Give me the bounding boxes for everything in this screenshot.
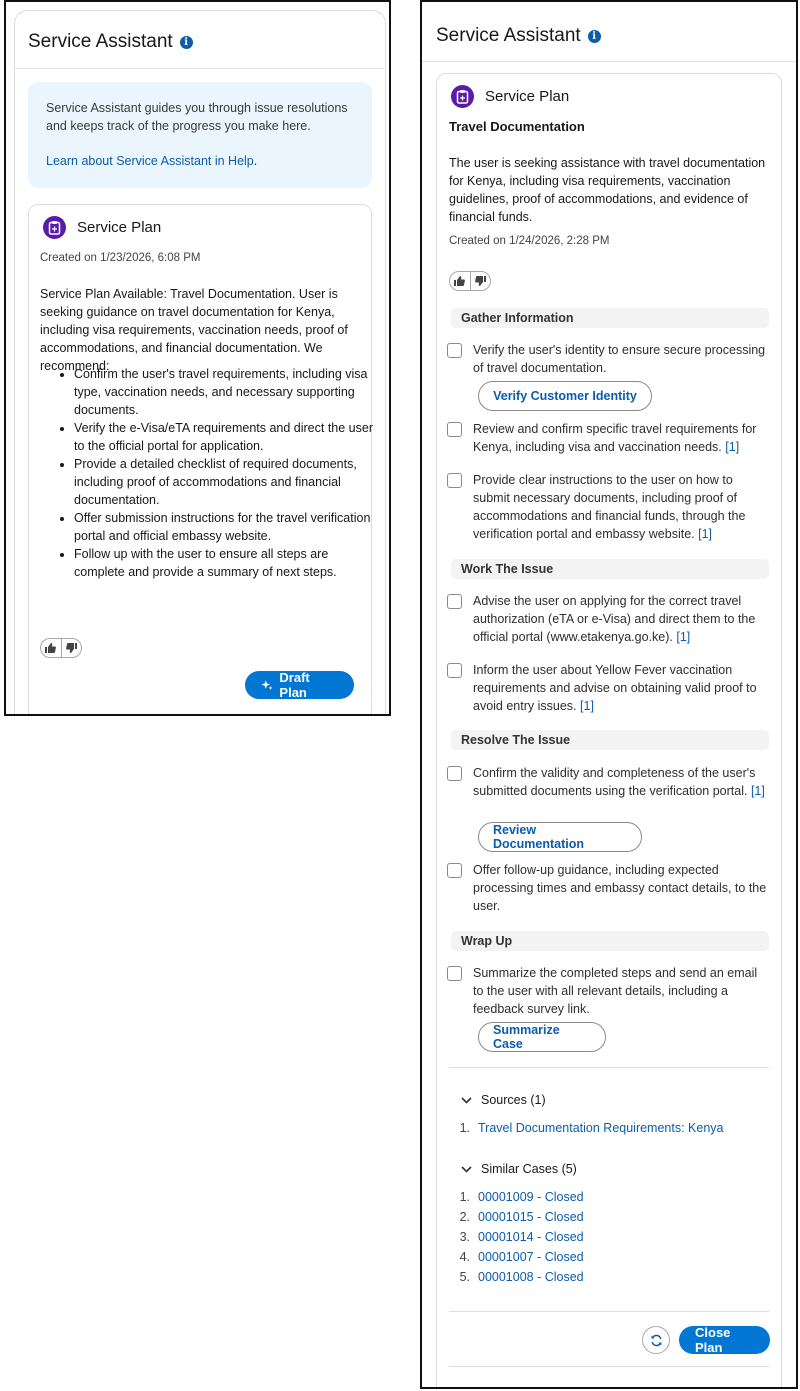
list-item: 5. 00001008 - Closed bbox=[459, 1270, 584, 1284]
footer-divider bbox=[449, 1311, 769, 1312]
section-divider bbox=[449, 1067, 769, 1068]
plan-subtitle: Travel Documentation bbox=[449, 119, 585, 134]
panel-title: Service Assistant bbox=[28, 31, 173, 52]
thumbs-up-icon[interactable] bbox=[450, 272, 471, 290]
draft-plan-button[interactable] bbox=[245, 671, 354, 699]
info-icon[interactable]: i bbox=[588, 30, 601, 43]
refresh-button[interactable] bbox=[642, 1326, 670, 1354]
refresh-icon bbox=[650, 1334, 663, 1347]
citation-link[interactable]: [1] bbox=[698, 527, 713, 541]
plan-header-label: Service Plan bbox=[485, 88, 570, 105]
task-text: Offer follow-up guidance, including expected processing times and embassy contact details, to the user. bbox=[473, 863, 767, 913]
similar-cases-label: Similar Cases (5) bbox=[481, 1162, 577, 1176]
plan-header bbox=[451, 85, 569, 108]
section-resolve-the-issue: Resolve The Issue bbox=[451, 730, 769, 750]
thumbs-down-icon[interactable] bbox=[62, 639, 82, 657]
verify-customer-identity-button[interactable]: Verify Customer Identity bbox=[478, 381, 652, 411]
similar-cases-toggle[interactable] bbox=[461, 1162, 577, 1176]
bottom-divider bbox=[449, 1366, 769, 1367]
task-text: Summarize the completed steps and send an email to the user with all relevant details, including a feedback survey link. bbox=[473, 966, 758, 1016]
task-text: Inform the user about Yellow Fever vaccination requirements and advise on obtaining valid proof to avoid entry issues. bbox=[473, 663, 757, 713]
service-plan-card bbox=[436, 73, 782, 1389]
section-wrap-up: Wrap Up bbox=[451, 931, 769, 951]
service-plan-card bbox=[28, 204, 372, 716]
list-item: • Confirm the user's travel requirements, including visa type, vaccination needs, and necessary supporting documents. bbox=[74, 365, 382, 419]
case-link[interactable]: 00001009 - Closed bbox=[478, 1190, 584, 1204]
list-item: • Verify the e-Visa/eTA requirements and direct the user to the official portal for application. bbox=[74, 419, 382, 455]
task-confirm-documents bbox=[447, 764, 769, 800]
section-gather-information: Gather Information bbox=[451, 308, 769, 328]
clipboard-icon bbox=[43, 216, 66, 239]
task-checkbox[interactable] bbox=[447, 594, 462, 609]
feedback-buttons bbox=[449, 271, 491, 291]
help-link[interactable]: Learn about Service Assistant in Help bbox=[46, 154, 254, 168]
citation-link[interactable]: [1] bbox=[725, 440, 740, 454]
task-text: Advise the user on applying for the correct travel authorization (eTA or e-Visa) and direct them to the official portal (www.etakenya.go.ke). bbox=[473, 594, 756, 644]
chevron-down-icon bbox=[461, 1166, 472, 1173]
citation-link[interactable]: [1] bbox=[676, 630, 691, 644]
list-item: 1. Travel Documentation Requirements: Kenya bbox=[459, 1121, 724, 1135]
close-plan-button[interactable]: Close Plan bbox=[679, 1326, 770, 1354]
task-text: Provide clear instructions to the user on how to submit necessary documents, including proof of accommodations and financial funds, through the verification portal and embassy website. bbox=[473, 473, 746, 541]
plan-recommendations bbox=[40, 365, 382, 581]
task-checkbox[interactable] bbox=[447, 422, 462, 437]
task-text: Verify the user's identity to ensure secure processing of travel documentation. bbox=[473, 343, 766, 375]
task-verify-identity bbox=[447, 341, 769, 377]
plan-summary: Service Plan Available: Travel Documentation. User is seeking guidance on travel documentation for Kenya, including visa requirements, vaccination needs, proof of accommodations, and financial documentation. We recommend: bbox=[40, 287, 348, 373]
clipboard-icon bbox=[451, 85, 474, 108]
case-link[interactable]: 00001014 - Closed bbox=[478, 1230, 584, 1244]
sources-toggle[interactable] bbox=[461, 1093, 546, 1107]
feedback-buttons bbox=[40, 638, 82, 658]
task-follow-up-guidance bbox=[447, 861, 769, 915]
sparkle-icon bbox=[261, 679, 273, 692]
panel-title: Service Assistant bbox=[436, 25, 581, 46]
task-vaccination-requirements bbox=[447, 661, 769, 715]
list-item: 2. 00001015 - Closed bbox=[459, 1210, 584, 1224]
citation-link[interactable]: [1] bbox=[580, 699, 594, 713]
plan-description: The user is seeking assistance with travel documentation for Kenya, including visa requirements, vaccination guidelines, proof of accommodations, and evidence of financial funds. bbox=[449, 156, 766, 224]
panel-header bbox=[436, 25, 601, 47]
left-panel bbox=[4, 0, 391, 716]
intro-text: Service Assistant guides you through issue resolutions and keeps track of the progress you make here. bbox=[46, 101, 348, 133]
task-text: Review and confirm specific travel requirements for Kenya, including visa and vaccination needs. bbox=[473, 422, 757, 454]
list-item: • Follow up with the user to ensure all steps are complete and provide a summary of next steps. bbox=[74, 545, 382, 581]
task-checkbox[interactable] bbox=[447, 473, 462, 488]
task-summarize-steps bbox=[447, 964, 769, 1018]
case-link[interactable]: 00001008 - Closed bbox=[478, 1270, 584, 1284]
list-item: 4. 00001007 - Closed bbox=[459, 1250, 584, 1264]
right-panel bbox=[420, 0, 798, 1389]
task-submission-instructions bbox=[447, 471, 769, 543]
task-checkbox[interactable] bbox=[447, 863, 462, 878]
plan-header bbox=[43, 216, 161, 239]
list-item: • Provide a detailed checklist of required documents, including proof of accommodations and financial documentation. bbox=[74, 455, 382, 509]
task-review-requirements bbox=[447, 420, 769, 456]
header-divider bbox=[15, 68, 384, 69]
task-checkbox[interactable] bbox=[447, 343, 462, 358]
section-work-the-issue: Work The Issue bbox=[451, 559, 769, 579]
plan-created-date: Created on 1/24/2026, 2:28 PM bbox=[449, 235, 610, 247]
case-link[interactable]: 00001015 - Closed bbox=[478, 1210, 584, 1224]
list-item: • Offer submission instructions for the travel verification portal and official embassy website. bbox=[74, 509, 382, 545]
chevron-down-icon bbox=[461, 1097, 472, 1104]
list-item: 3. 00001014 - Closed bbox=[459, 1230, 584, 1244]
plan-header-label: Service Plan bbox=[77, 219, 162, 236]
sources-label: Sources (1) bbox=[481, 1093, 546, 1107]
task-checkbox[interactable] bbox=[447, 766, 462, 781]
source-link[interactable]: Travel Documentation Requirements: Kenya bbox=[478, 1121, 724, 1135]
thumbs-down-icon[interactable] bbox=[471, 272, 491, 290]
header-divider bbox=[422, 61, 798, 62]
info-icon[interactable]: i bbox=[180, 36, 193, 49]
thumbs-up-icon[interactable] bbox=[41, 639, 62, 657]
intro-box bbox=[28, 82, 372, 188]
list-item: 1. 00001009 - Closed bbox=[459, 1190, 584, 1204]
citation-link[interactable]: [1] bbox=[750, 784, 765, 798]
draft-plan-label: Draft Plan bbox=[279, 670, 310, 700]
task-travel-authorization bbox=[447, 592, 769, 646]
review-documentation-button[interactable]: Review Documentation bbox=[478, 822, 642, 852]
panel-header bbox=[28, 31, 193, 53]
task-text: Confirm the validity and completeness of the user's submitted documents using the verification portal. bbox=[473, 766, 756, 798]
task-checkbox[interactable] bbox=[447, 966, 462, 981]
case-link[interactable]: 00001007 - Closed bbox=[478, 1250, 584, 1264]
task-checkbox[interactable] bbox=[447, 663, 462, 678]
intro-period: . bbox=[253, 154, 258, 168]
summarize-case-button[interactable]: Summarize Case bbox=[478, 1022, 606, 1052]
plan-created-date: Created on 1/23/2026, 6:08 PM bbox=[40, 252, 201, 264]
